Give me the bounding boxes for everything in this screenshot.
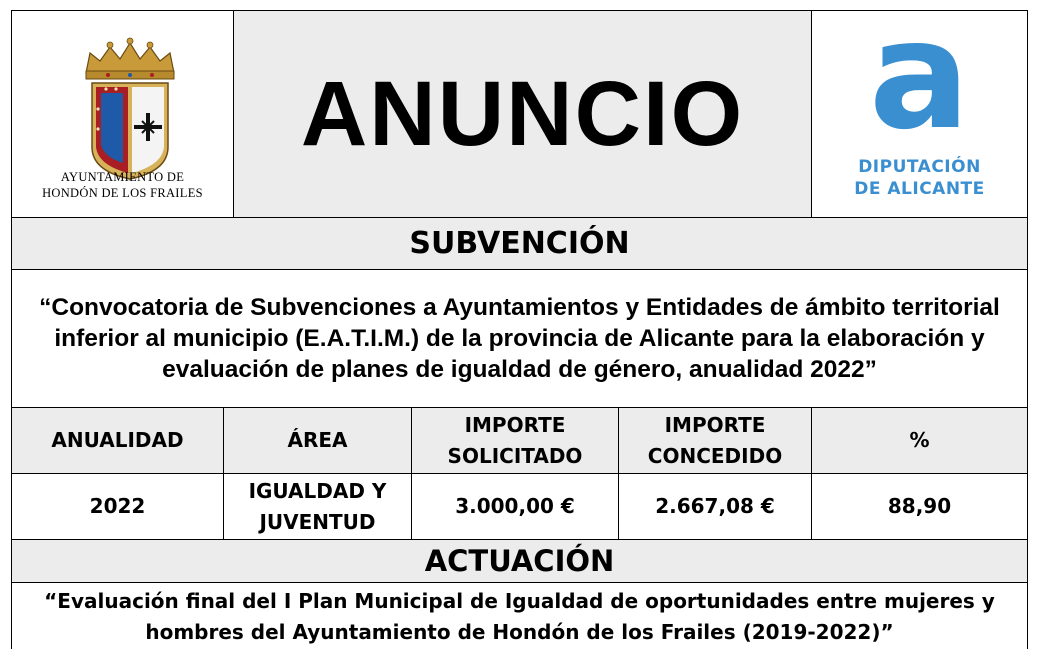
header-anualidad-text: ANUALIDAD: [51, 428, 184, 452]
actuacion-descripcion-line1: “Evaluación final del I Plan Municipal de Igualdad de oportunidades entre mujeres y: [44, 588, 995, 613]
cell-area-line1: IGUALDAD Y: [248, 478, 387, 503]
announcement-sheet: [11, 0, 1028, 649]
table-header-row: [12, 408, 1027, 474]
cell-area-line2: JUVENTUD: [259, 509, 376, 534]
actuacion-heading: [12, 540, 1027, 583]
header-anualidad: [12, 408, 224, 473]
table-row: [12, 474, 1027, 540]
cell-area: [224, 474, 412, 539]
actuacion-descripcion-line2: hombres del Ayuntamiento de Hondón de los Frailes (2019-2022)”: [145, 619, 894, 644]
town-name-line2: HONDÓN DE LOS FRAILES: [42, 186, 203, 200]
diputacion-name: [812, 156, 1027, 200]
diputacion-name-line1: DIPUTACIÓN: [858, 157, 981, 177]
town-name-line1: AYUNTAMIENTO DE: [60, 170, 185, 184]
actuacion-heading-text: ACTUACIÓN: [424, 544, 615, 578]
convocatoria-text-content: “Convocatoria de Subvenciones a Ayuntamientos y Entidades de ámbito territorial inferior al municipio (E.A.T.I.M.) de la provincia de Alicante para la elaboración y evaluación de planes de igualdad de género, anualidad 2022”: [39, 294, 1000, 383]
town-name: [12, 169, 233, 201]
header-row: [12, 0, 1027, 218]
header-porcentaje-text: %: [909, 428, 930, 452]
diputacion-logo-letter: a: [868, 0, 971, 163]
cell-anualidad-text: 2022: [89, 494, 146, 518]
coat-of-arms-icon: [12, 29, 234, 189]
cell-importe-solicitado: [412, 474, 619, 539]
page-title: ANUNCIO: [300, 62, 745, 165]
cell-importe-concedido: [619, 474, 812, 539]
town-logo-cell: [12, 11, 234, 217]
convocatoria-text: [12, 270, 1027, 408]
subvencion-heading: [12, 218, 1027, 270]
diputacion-logo-icon: [812, 0, 1027, 163]
header-area-text: ÁREA: [287, 428, 348, 452]
header-porcentaje: [812, 408, 1027, 473]
diputacion-name-line2: DE ALICANTE: [854, 179, 985, 199]
header-importe-concedido-line1: IMPORTE: [664, 412, 766, 437]
header-importe-solicitado-line1: IMPORTE: [464, 412, 566, 437]
header-area: [224, 408, 412, 473]
crown-icon: [86, 38, 174, 79]
title-cell: [234, 11, 812, 217]
header-importe-solicitado: [412, 408, 619, 473]
header-importe-concedido-line2: CONCEDIDO: [647, 443, 783, 468]
cell-anualidad: [12, 474, 224, 539]
subvencion-heading-text: SUBVENCIÓN: [409, 226, 630, 261]
header-importe-concedido: [619, 408, 812, 473]
cell-importe-solicitado-text: 3.000,00 €: [455, 494, 575, 518]
actuacion-descripcion: [12, 583, 1027, 650]
header-importe-solicitado-line2: SOLICITADO: [447, 443, 583, 468]
cell-porcentaje-text: 88,90: [887, 494, 952, 518]
cell-porcentaje: [812, 474, 1027, 539]
cell-importe-concedido-text: 2.667,08 €: [655, 494, 775, 518]
diputacion-logo-cell: [812, 0, 1027, 217]
